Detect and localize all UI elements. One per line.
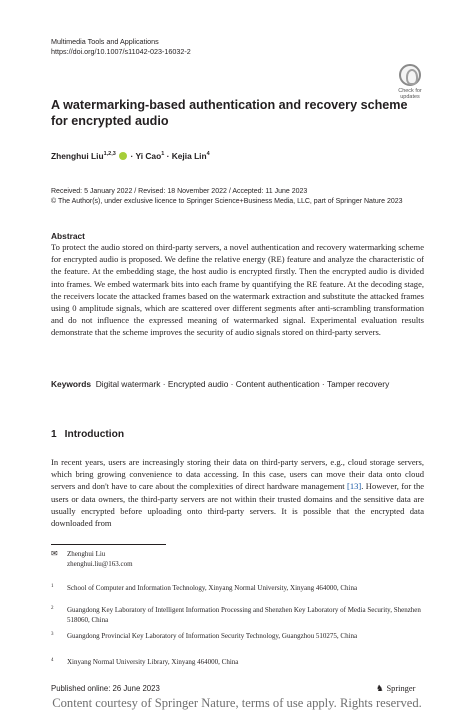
title-line-1: A watermarking-based authentication and recovery scheme [51,98,408,112]
affiliation-text: Xinyang Normal University Library, Xinyang 464000, China [67,658,239,666]
badge-label-line2: updates [400,94,420,100]
affiliation-text: Guangdong Key Laboratory of Intelligent Information Processing and Shenzhen Key Laboratory of Media Security, Shenzhen 518060, China [67,606,421,624]
publisher-name: Springer [386,684,416,693]
affiliation-text: School of Computer and Information Technology, Xinyang Normal University, Xinyang 464000, China [67,584,358,592]
publisher-logo [376,683,415,693]
paper-title [51,97,411,129]
keywords [51,378,424,390]
affiliation-number: 1 [51,584,54,589]
bookmark-icon [399,64,421,86]
corresponding-author: Zhenghui Liu [67,550,106,558]
springer-horse-icon: ♞ [376,684,384,693]
article-dates [51,187,431,207]
affiliation-number: 3 [51,632,54,637]
correspondence [51,549,133,569]
author-separator: · [164,150,172,161]
section-title: Introduction [64,429,125,440]
author-affil-sup: 1 [161,151,165,157]
author-name: Yi Cao [135,150,162,161]
author-affil-sup: 4 [206,151,210,157]
journal-doi[interactable]: https://doi.org/10.1007/s11042-023-16032-2 [51,47,191,56]
section-number: 1 [51,429,57,440]
keywords-label: Keywords [51,379,92,389]
affiliation-text: Guangdong Provincial Key Laboratory of Information Security Technology, Guangzhou 510275, China [67,632,358,640]
keywords-text: Digital watermark · Encrypted audio · Content authentication · Tamper recovery [95,379,390,389]
corresponding-email[interactable]: zhenghui.liu@163.com [67,560,133,568]
author-name: Zhenghui Liu [51,150,104,161]
journal-name: Multimedia Tools and Applications [51,37,159,46]
badge-label-line1: Check for [398,88,422,94]
intro-text-2: . However, for the users or data owners, the third-party servers are not within their trusted domains and the sensitive data are usually encrypted before uploading onto third-party servers. It is possible that the encrypted data downloaded from [51,481,425,529]
journal-header [51,37,191,57]
author-name: Kejia Lin [171,150,207,161]
affiliation-item [51,631,421,641]
published-date: Published online: 26 June 2023 [51,684,160,693]
author-affil-sup: 1,2,3 [103,151,116,157]
affiliation-number: 4 [51,658,54,663]
abstract-heading: Abstract [51,231,85,241]
author-list [51,148,210,162]
footnote-divider [51,544,166,545]
title-line-2: for encrypted audio [51,114,169,128]
affiliation-item [51,657,421,667]
citation-link[interactable]: [13] [347,481,362,492]
affiliation-number: 2 [51,606,54,611]
intro-paragraph [51,456,424,529]
copyright-line: © The Author(s), under exclusive licence to Springer Science+Business Media, LLC, part of Springer Nature 2023 [51,198,403,205]
abstract-body: To protect the audio stored on third-party servers, a novel authentication and recovery watermarking scheme for encrypted audio is proposed. We define the relative energy (RE) feature and analyze the characteristic of the feature. At the embedding stage, the host audio is encrypted firstly. Then the encrypted audio is divided into frames. We embed watermark bits into each frame by quantifying the RE feature. At the decoding stage, the receivers locate the attacked frames based on the watermark extraction and substitute the attacked frames using 0 amplitude signals, which are scattered over different segments after anti-scrambling transformation and do not influence the expressed meaning of watermarked signal. Experimental evaluation results demonstrate that the scheme improves the security of audio signals stored on third-party servers. [51,242,424,338]
affiliation-item [51,583,421,593]
orcid-icon[interactable] [119,152,127,160]
envelope-icon: ✉ [51,549,58,558]
section-heading [51,429,124,440]
courtesy-watermark: Content courtesy of Springer Nature, terms of use apply. Rights reserved. [52,696,422,710]
intro-text-1: In recent years, users are increasingly storing their data on third-party servers, e.g., cloud storage servers, which bring growing convenience to data accessing. In this case, users can move their data onto cloud servers and don't have to care about the complexities of direct hardware management [51,457,424,492]
affiliation-item [51,605,421,625]
author-separator: · [128,150,136,161]
history-dates: Received: 5 January 2022 / Revised: 18 November 2022 / Accepted: 11 June 2023 [51,188,308,195]
